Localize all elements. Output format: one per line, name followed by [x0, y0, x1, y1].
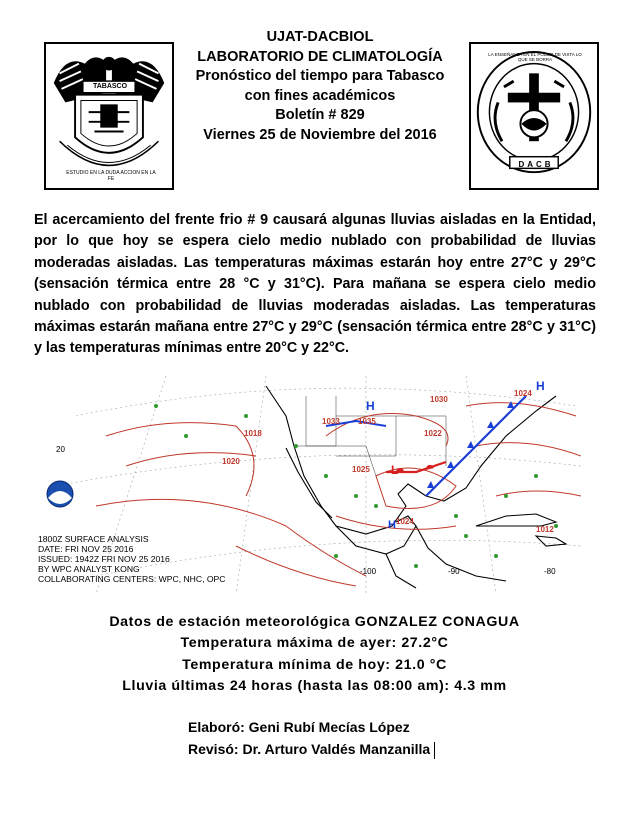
pressure-label: 1030	[430, 395, 448, 404]
credits	[188, 716, 435, 760]
reviewed-by: Revisó: Dr. Arturo Valdés Manzanilla	[188, 741, 431, 757]
high-symbol: H	[388, 519, 396, 531]
lat-label: 20	[56, 445, 65, 454]
ujat-logo	[44, 42, 174, 190]
surface-analysis-map	[36, 376, 581, 594]
high-symbol: H	[366, 399, 375, 413]
caption-line: ISSUED: 1942Z FRI NOV 25 2016	[38, 554, 170, 564]
lab-name: LABORATORIO DE CLIMATOLOGÍA	[197, 48, 443, 65]
ujat-motto-text: ESTUDIO EN LA DUDA ACCION EN LA FE	[66, 170, 156, 182]
pressure-label: 1012	[536, 525, 554, 534]
text-cursor	[434, 742, 435, 759]
lon-label: -100	[360, 567, 377, 576]
min-temperature: Temperatura mínima de hoy: 21.0 °C	[182, 656, 447, 673]
pressure-label: 1018	[244, 429, 262, 438]
caption-line: BY WPC ANALYST KONG	[38, 564, 140, 574]
dacb-letters: DACB	[518, 160, 554, 169]
low-symbol: L	[391, 463, 399, 477]
institution-name: UJAT-DACBIOL	[266, 29, 374, 45]
lon-label: -90	[448, 567, 460, 576]
station-title: Datos de estación meteorológica GONZALEZ CONAGUA	[109, 614, 520, 630]
pressure-label: 1024	[514, 389, 532, 398]
subtitle-line-1: Pronóstico del tiempo para Tabasco	[195, 68, 445, 84]
pressure-label: 1020	[222, 457, 240, 466]
prepared-by: Elaboró: Geni Rubí Mecías López	[188, 719, 410, 735]
high-symbol: H	[536, 379, 545, 393]
lon-label: -80	[544, 567, 556, 576]
bulletin-date: Viernes 25 de Noviembre del 2016	[203, 126, 437, 143]
ujat-seal-icon	[46, 44, 172, 188]
header-title-block	[185, 28, 455, 145]
forecast-paragraph: El acercamiento del frente frio # 9 causará algunas lluvias aisladas en la Entidad, por lo que hoy se espera cielo medio nublado con probabilidad de lluvias moderadas aisladas. Las temperaturas máximas estarán hoy entre 27°C y 29°C (sensación térmica entre 28 °C y 31°C). Para mañana se espera cielo medio nublado con probabilidad de lluvias moderadas aisladas. Las temperaturas máximas estarán mañana entre 27°C y 29°C (sensación térmica entre 28°C y 31°C) y las temperaturas mínimas entre 20°C y 22°C.	[34, 212, 596, 357]
max-temperature: Temperatura máxima de ayer: 27.2°C	[180, 635, 449, 652]
bulletin-number: Boletín # 829	[275, 107, 365, 123]
reviewed-by-row	[188, 738, 435, 760]
caption-line: DATE: FRI NOV 25 2016	[38, 544, 134, 554]
rainfall-24h: Lluvia últimas 24 horas (hasta las 08:00 am): 4.3 mm	[122, 678, 507, 695]
pressure-label: 1022	[424, 429, 442, 438]
pressure-label: 1024	[396, 517, 414, 526]
caption-line: 1800Z SURFACE ANALYSIS	[38, 534, 149, 544]
dacb-logo	[469, 42, 599, 190]
station-data	[0, 612, 629, 698]
pressure-label: 1025	[352, 465, 370, 474]
caption-line: COLLABORATING CENTERS: WPC, NHC, OPC	[38, 574, 226, 584]
pressure-label: 1033	[322, 417, 340, 426]
subtitle-line-2: con fines académicos	[244, 87, 396, 104]
dacb-motto-text: LA ENSEÑANZA EN EL PODER DE VISTA LO QUE SE BORRA	[488, 52, 582, 62]
pressure-label: 1035	[358, 417, 376, 426]
ujat-banner-text: TABASCO	[92, 83, 128, 90]
noaa-logo-icon	[47, 481, 73, 507]
